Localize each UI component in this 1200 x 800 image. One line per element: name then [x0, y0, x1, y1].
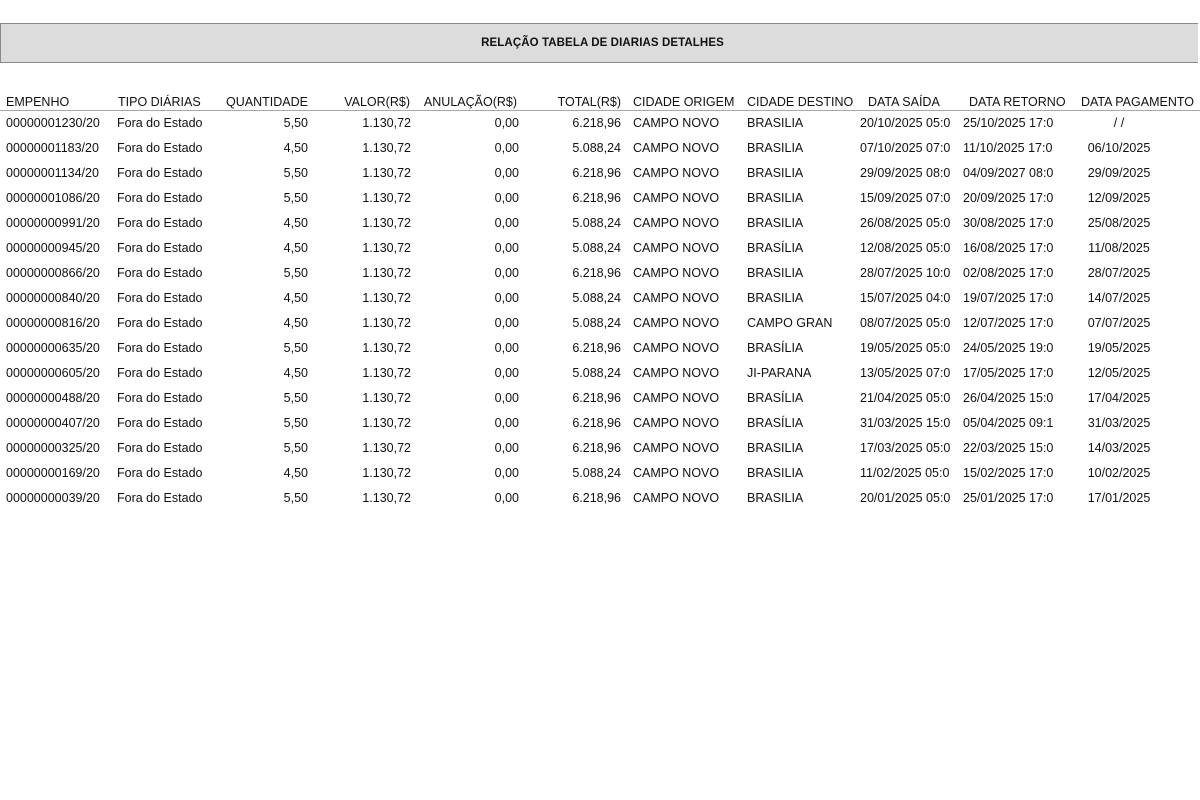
table-row: [0, 386, 1200, 411]
cell-cidade-destino: BRASILIA: [747, 216, 804, 230]
cell-total: 6.218,96: [572, 491, 621, 505]
cell-valor: 1.130,72: [362, 366, 411, 380]
table-row: [0, 136, 1200, 161]
cell-data-retorno: 25/10/2025 17:0: [963, 116, 1054, 130]
column-header-empenho: EMPENHO: [6, 95, 70, 109]
column-header-data-pagamento: DATA PAGAMENTO: [1081, 95, 1194, 109]
cell-empenho: 00000001230/20: [6, 116, 100, 130]
cell-data-saida: 20/01/2025 05:0: [860, 491, 951, 505]
cell-cidade-origem: CAMPO NOVO: [633, 241, 720, 255]
cell-data-retorno: 11/10/2025 17:0: [963, 141, 1053, 155]
cell-cidade-destino: BRASÍLIA: [747, 241, 804, 255]
cell-empenho: 00000000991/20: [6, 216, 100, 230]
cell-quantidade: 5,50: [283, 341, 308, 355]
cell-tipo-diarias: Fora do Estado: [117, 491, 203, 505]
cell-cidade-destino: BRASILIA: [747, 466, 804, 480]
cell-tipo-diarias: Fora do Estado: [117, 291, 203, 305]
cell-quantidade: 4,50: [283, 466, 308, 480]
cell-data-saida: 15/07/2025 04:0: [860, 291, 951, 305]
cell-anulacao: 0,00: [494, 216, 519, 230]
cell-data-pagamento: / /: [1113, 116, 1125, 130]
cell-empenho: 00000000840/20: [6, 291, 100, 305]
cell-cidade-destino: BRASILIA: [747, 116, 804, 130]
cell-cidade-origem: CAMPO NOVO: [633, 291, 720, 305]
cell-empenho: 00000000039/20: [6, 491, 100, 505]
cell-data-retorno: 30/08/2025 17:0: [963, 216, 1054, 230]
column-header-cidade-destino: CIDADE DESTINO: [747, 95, 854, 109]
cell-anulacao: 0,00: [494, 416, 519, 430]
cell-cidade-destino: JI-PARANA: [747, 366, 812, 380]
cell-empenho: 00000000945/20: [6, 241, 100, 255]
cell-data-pagamento: 29/09/2025: [1087, 166, 1151, 180]
cell-total: 5.088,24: [572, 141, 621, 155]
cell-cidade-destino: BRASILIA: [747, 291, 804, 305]
column-header-quantidade: QUANTIDADE: [226, 95, 308, 109]
cell-total: 5.088,24: [572, 366, 621, 380]
cell-anulacao: 0,00: [494, 491, 519, 505]
cell-anulacao: 0,00: [494, 441, 519, 455]
table-row: [0, 461, 1200, 486]
cell-cidade-destino: BRASILIA: [747, 141, 804, 155]
cell-tipo-diarias: Fora do Estado: [117, 166, 203, 180]
table-row: [0, 161, 1200, 186]
cell-empenho: 00000000169/20: [6, 466, 100, 480]
table-row: [0, 411, 1200, 436]
cell-quantidade: 5,50: [283, 266, 308, 280]
cell-anulacao: 0,00: [494, 116, 519, 130]
cell-cidade-origem: CAMPO NOVO: [633, 366, 720, 380]
cell-data-pagamento: 28/07/2025: [1087, 266, 1151, 280]
column-header-tipo-diarias: TIPO DIÁRIAS: [118, 95, 201, 109]
cell-valor: 1.130,72: [362, 141, 411, 155]
cell-cidade-origem: CAMPO NOVO: [633, 491, 720, 505]
cell-data-retorno: 24/05/2025 19:0: [963, 341, 1054, 355]
cell-quantidade: 4,50: [283, 216, 308, 230]
cell-cidade-origem: CAMPO NOVO: [633, 141, 720, 155]
cell-cidade-destino: BRASILIA: [747, 441, 804, 455]
cell-tipo-diarias: Fora do Estado: [117, 266, 203, 280]
cell-tipo-diarias: Fora do Estado: [117, 216, 203, 230]
cell-valor: 1.130,72: [362, 291, 411, 305]
cell-data-saida: 29/09/2025 08:0: [860, 166, 951, 180]
cell-data-pagamento: 07/07/2025: [1087, 316, 1151, 330]
cell-tipo-diarias: Fora do Estado: [117, 191, 203, 205]
cell-data-pagamento: 14/07/2025: [1087, 291, 1151, 305]
cell-total: 5.088,24: [572, 316, 621, 330]
cell-data-pagamento: 06/10/2025: [1087, 141, 1151, 155]
cell-tipo-diarias: Fora do Estado: [117, 341, 203, 355]
cell-total: 6.218,96: [572, 116, 621, 130]
cell-total: 6.218,96: [572, 191, 621, 205]
cell-total: 5.088,24: [572, 291, 621, 305]
cell-data-pagamento: 17/04/2025: [1087, 391, 1151, 405]
cell-valor: 1.130,72: [362, 241, 411, 255]
cell-data-retorno: 22/03/2025 15:0: [963, 441, 1054, 455]
report-table: [0, 91, 1200, 511]
cell-cidade-origem: CAMPO NOVO: [633, 316, 720, 330]
cell-quantidade: 4,50: [283, 316, 308, 330]
cell-anulacao: 0,00: [494, 466, 519, 480]
cell-anulacao: 0,00: [494, 141, 519, 155]
cell-cidade-origem: CAMPO NOVO: [633, 166, 720, 180]
cell-data-saida: 11/02/2025 05:0: [860, 466, 950, 480]
cell-cidade-origem: CAMPO NOVO: [633, 441, 720, 455]
cell-data-retorno: 02/08/2025 17:0: [963, 266, 1054, 280]
table-row: [0, 311, 1200, 336]
table-row: [0, 436, 1200, 461]
cell-data-pagamento: 12/09/2025: [1087, 191, 1151, 205]
cell-anulacao: 0,00: [494, 266, 519, 280]
cell-anulacao: 0,00: [494, 191, 519, 205]
cell-quantidade: 5,50: [283, 416, 308, 430]
cell-empenho: 00000000866/20: [6, 266, 100, 280]
cell-cidade-origem: CAMPO NOVO: [633, 391, 720, 405]
cell-data-saida: 15/09/2025 07:0: [860, 191, 951, 205]
cell-cidade-destino: BRASILIA: [747, 191, 804, 205]
cell-cidade-destino: BRASILIA: [747, 166, 804, 180]
cell-data-saida: 19/05/2025 05:0: [860, 341, 951, 355]
table-row: [0, 261, 1200, 286]
table-row: [0, 111, 1200, 136]
table-row: [0, 486, 1200, 511]
table-row: [0, 211, 1200, 236]
cell-data-retorno: 25/01/2025 17:0: [963, 491, 1054, 505]
cell-data-pagamento: 31/03/2025: [1087, 416, 1151, 430]
cell-anulacao: 0,00: [494, 391, 519, 405]
cell-tipo-diarias: Fora do Estado: [117, 366, 203, 380]
column-header-data-saida: DATA SAÍDA: [868, 95, 940, 109]
column-header-cidade-origem: CIDADE ORIGEM: [633, 95, 735, 109]
cell-data-pagamento: 19/05/2025: [1087, 341, 1151, 355]
cell-cidade-origem: CAMPO NOVO: [633, 191, 720, 205]
cell-tipo-diarias: Fora do Estado: [117, 391, 203, 405]
cell-quantidade: 5,50: [283, 491, 308, 505]
cell-cidade-destino: BRASÍLIA: [747, 416, 804, 430]
cell-total: 6.218,96: [572, 266, 621, 280]
cell-data-saida: 20/10/2025 05:0: [860, 116, 951, 130]
cell-anulacao: 0,00: [494, 291, 519, 305]
cell-data-retorno: 19/07/2025 17:0: [963, 291, 1054, 305]
cell-empenho: 00000001134/20: [6, 166, 99, 180]
column-header-data-retorno: DATA RETORNO: [969, 95, 1066, 109]
column-header-total: TOTAL(R$): [557, 95, 621, 109]
cell-valor: 1.130,72: [362, 466, 411, 480]
cell-quantidade: 4,50: [283, 241, 308, 255]
cell-total: 5.088,24: [572, 241, 621, 255]
cell-empenho: 00000000325/20: [6, 441, 100, 455]
cell-quantidade: 5,50: [283, 116, 308, 130]
cell-valor: 1.130,72: [362, 316, 411, 330]
table-header: [0, 91, 1200, 111]
table-row: [0, 286, 1200, 311]
cell-tipo-diarias: Fora do Estado: [117, 316, 203, 330]
cell-data-saida: 12/08/2025 05:0: [860, 241, 951, 255]
cell-data-retorno: 04/09/2027 08:0: [963, 166, 1054, 180]
table-row: [0, 186, 1200, 211]
cell-data-saida: 26/08/2025 05:0: [860, 216, 951, 230]
cell-data-saida: 21/04/2025 05:0: [860, 391, 951, 405]
cell-cidade-destino: BRASILIA: [747, 491, 804, 505]
cell-cidade-origem: CAMPO NOVO: [633, 216, 720, 230]
cell-cidade-origem: CAMPO NOVO: [633, 466, 720, 480]
cell-total: 6.218,96: [572, 391, 621, 405]
cell-empenho: 00000000488/20: [6, 391, 100, 405]
cell-data-retorno: 20/09/2025 17:0: [963, 191, 1054, 205]
cell-tipo-diarias: Fora do Estado: [117, 441, 203, 455]
cell-anulacao: 0,00: [494, 341, 519, 355]
cell-valor: 1.130,72: [362, 441, 411, 455]
table-body: [0, 111, 1200, 511]
cell-data-pagamento: 10/02/2025: [1087, 466, 1151, 480]
cell-valor: 1.130,72: [362, 266, 411, 280]
cell-data-retorno: 12/07/2025 17:0: [963, 316, 1054, 330]
cell-data-retorno: 15/02/2025 17:0: [963, 466, 1054, 480]
cell-quantidade: 5,50: [283, 391, 308, 405]
cell-tipo-diarias: Fora do Estado: [117, 416, 203, 430]
cell-empenho: 00000001086/20: [6, 191, 100, 205]
cell-quantidade: 4,50: [283, 141, 308, 155]
table-row: [0, 336, 1200, 361]
cell-cidade-destino: BRASÍLIA: [747, 391, 804, 405]
cell-data-retorno: 05/04/2025 09:1: [963, 416, 1054, 430]
cell-valor: 1.130,72: [362, 391, 411, 405]
cell-empenho: 00000000635/20: [6, 341, 100, 355]
cell-total: 6.218,96: [572, 166, 621, 180]
cell-valor: 1.130,72: [362, 216, 411, 230]
cell-cidade-destino: BRASÍLIA: [747, 341, 804, 355]
cell-valor: 1.130,72: [362, 116, 411, 130]
cell-anulacao: 0,00: [494, 166, 519, 180]
cell-data-saida: 07/10/2025 07:0: [860, 141, 951, 155]
cell-data-pagamento: 17/01/2025: [1087, 491, 1151, 505]
column-header-valor: VALOR(R$): [344, 95, 410, 109]
cell-cidade-origem: CAMPO NOVO: [633, 341, 720, 355]
cell-valor: 1.130,72: [362, 341, 411, 355]
cell-tipo-diarias: Fora do Estado: [117, 116, 203, 130]
cell-cidade-origem: CAMPO NOVO: [633, 416, 720, 430]
cell-data-pagamento: 11/08/2025: [1088, 241, 1150, 255]
cell-quantidade: 5,50: [283, 166, 308, 180]
cell-cidade-destino: CAMPO GRAN: [747, 316, 833, 330]
cell-data-pagamento: 14/03/2025: [1087, 441, 1151, 455]
cell-tipo-diarias: Fora do Estado: [117, 141, 203, 155]
cell-anulacao: 0,00: [494, 316, 519, 330]
cell-data-retorno: 16/08/2025 17:0: [963, 241, 1054, 255]
cell-anulacao: 0,00: [494, 366, 519, 380]
cell-total: 6.218,96: [572, 341, 621, 355]
cell-quantidade: 4,50: [283, 366, 308, 380]
cell-total: 6.218,96: [572, 441, 621, 455]
cell-quantidade: 5,50: [283, 191, 308, 205]
cell-valor: 1.130,72: [362, 491, 411, 505]
cell-anulacao: 0,00: [494, 241, 519, 255]
cell-empenho: 00000001183/20: [6, 141, 99, 155]
cell-data-saida: 17/03/2025 05:0: [860, 441, 951, 455]
cell-empenho: 00000000407/20: [6, 416, 100, 430]
cell-tipo-diarias: Fora do Estado: [117, 241, 203, 255]
column-header-anulacao: ANULAÇÃO(R$): [423, 95, 517, 109]
cell-data-pagamento: 25/08/2025: [1087, 216, 1151, 230]
cell-empenho: 00000000605/20: [6, 366, 100, 380]
cell-total: 5.088,24: [572, 466, 621, 480]
cell-data-saida: 31/03/2025 15:0: [860, 416, 951, 430]
cell-cidade-origem: CAMPO NOVO: [633, 116, 720, 130]
cell-quantidade: 4,50: [283, 291, 308, 305]
table-row: [0, 361, 1200, 386]
table-row: [0, 236, 1200, 261]
cell-total: 6.218,96: [572, 416, 621, 430]
cell-cidade-origem: CAMPO NOVO: [633, 266, 720, 280]
cell-data-saida: 13/05/2025 07:0: [860, 366, 951, 380]
report-title: RELAÇÃO TABELA DE DIARIAS DETALHES: [481, 37, 724, 49]
cell-data-pagamento: 12/05/2025: [1087, 366, 1151, 380]
cell-quantidade: 5,50: [283, 441, 308, 455]
cell-data-saida: 08/07/2025 05:0: [860, 316, 951, 330]
cell-tipo-diarias: Fora do Estado: [117, 466, 203, 480]
cell-data-retorno: 26/04/2025 15:0: [963, 391, 1054, 405]
cell-empenho: 00000000816/20: [6, 316, 100, 330]
cell-valor: 1.130,72: [362, 416, 411, 430]
cell-valor: 1.130,72: [362, 166, 411, 180]
cell-cidade-destino: BRASILIA: [747, 266, 804, 280]
cell-valor: 1.130,72: [362, 191, 411, 205]
cell-data-retorno: 17/05/2025 17:0: [963, 366, 1054, 380]
report-title-bar: [0, 23, 1198, 63]
cell-data-saida: 28/07/2025 10:0: [860, 266, 951, 280]
cell-total: 5.088,24: [572, 216, 621, 230]
